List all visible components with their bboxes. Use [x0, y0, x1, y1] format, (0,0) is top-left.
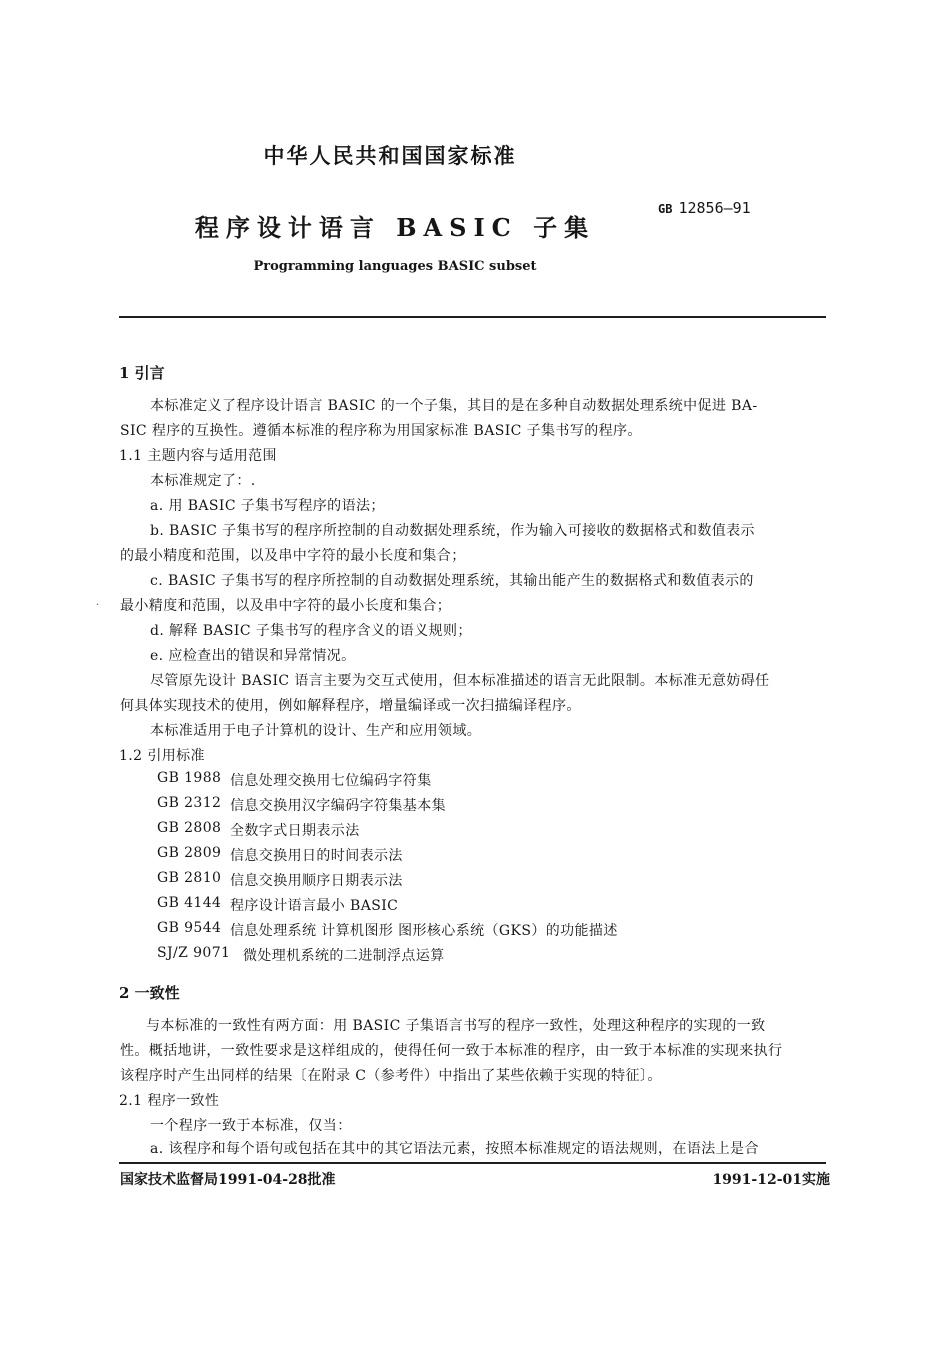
- subsection-2-1-heading: 2.1 程序一致性: [119, 1093, 220, 1109]
- implementation-date: 1991-12-01实施: [712, 1172, 830, 1188]
- header-divider: [119, 316, 826, 318]
- sec1-para1-line1: 本标准定义了程序设计语言 BASIC 的一个子集，其目的是在多种自动数据处理系统中促进 BA-: [150, 398, 758, 414]
- scan-speck: ·: [96, 600, 100, 611]
- ref-title: 信息交换用顺序日期表示法: [230, 873, 403, 889]
- list-item-c-line2: 最小精度和范围，以及串中字符的最小长度和集合；: [120, 598, 452, 614]
- sec1-para1-line2: SIC 程序的互换性。遵循本标准的程序称为用国家标准 BASIC 子集书写的程序。: [120, 423, 642, 439]
- ref-code: GB 9544: [157, 920, 222, 936]
- section-1-heading: 1 引言: [119, 364, 165, 382]
- subsection-1-1-heading: 1.1 主题内容与适用范围: [119, 448, 277, 464]
- ref-title: 信息处理交换用七位编码字符集: [230, 773, 432, 789]
- list-item-e: e. 应检查出的错误和异常情况。: [150, 648, 356, 664]
- ref-title: 全数字式日期表示法: [230, 823, 360, 839]
- sec2-para1-line2: 性。概括地讲，一致性要求是这样组成的，使得任何一致于本标准的程序，由一致于本标准的实现来执行: [120, 1043, 783, 1059]
- ref-code: SJ/Z 9071: [157, 945, 231, 961]
- list-item-c-line1: c. BASIC 子集书写的程序所控制的自动数据处理系统，其输出能产生的数据格式和数值表示的: [150, 573, 754, 589]
- section-2-heading: 2 一致性: [119, 984, 180, 1002]
- code-prefix: GB: [658, 202, 673, 216]
- national-standard-heading: 中华人民共和国国家标准: [263, 143, 517, 168]
- ref-title: 信息交换用日的时间表示法: [230, 848, 403, 864]
- sec1-para2-line2: 何具体实现技术的使用，例如解释程序，增量编译或一次扫描编译程序。: [120, 698, 581, 714]
- standard-code: [658, 199, 751, 217]
- ref-code: GB 4144: [157, 895, 222, 911]
- sub11-intro: 本标准规定了：.: [150, 473, 256, 489]
- english-subtitle: Programming languages BASIC subset: [253, 259, 537, 274]
- sec1-para2-line1: 尽管原先设计 BASIC 语言主要为交互式使用，但本标准描述的语言无此限制。本标准无意妨碍任: [150, 673, 770, 689]
- ref-code: GB 1988: [157, 770, 222, 786]
- ref-code: GB 2809: [157, 845, 222, 861]
- sec2-para1-line1: 与本标准的一致性有两方面：用 BASIC 子集语言书写的程序一致性，处理这种程序的实现的一致: [146, 1018, 766, 1034]
- approval-date: 国家技术监督局1991-04-28批准: [120, 1172, 336, 1188]
- document-title: 程序设计语言 BASIC 子集: [194, 213, 596, 242]
- sec2-list-item-a: a. 该程序和每个语句或包括在其中的其它语法元素，按照本标准规定的语法规则，在语法上是合: [150, 1141, 759, 1157]
- ref-code: GB 2808: [157, 820, 222, 836]
- ref-code: GB 2810: [157, 870, 222, 886]
- ref-title: 信息处理系统 计算机图形 图形核心系统（GKS）的功能描述: [230, 923, 618, 939]
- subsection-1-2-heading: 1.2 引用标准: [119, 748, 205, 764]
- ref-title: 微处理机系统的二进制浮点运算: [243, 948, 445, 964]
- list-item-d: d. 解释 BASIC 子集书写的程序含义的语义规则；: [150, 623, 472, 639]
- list-item-a: a. 用 BASIC 子集书写程序的语法；: [150, 498, 385, 514]
- ref-title: 信息交换用汉字编码字符集基本集: [230, 798, 446, 814]
- list-item-b-line2: 的最小精度和范围，以及串中字符的最小长度和集合；: [120, 548, 466, 564]
- footer-divider: [119, 1162, 826, 1164]
- sec2-para1-line3: 该程序时产生出同样的结果〔在附录 C（参考件）中指出了某些依赖于实现的特征〕。: [120, 1068, 662, 1084]
- sub21-intro: 一个程序一致于本标准，仅当：: [150, 1118, 352, 1134]
- ref-code: GB 2312: [157, 795, 222, 811]
- sec1-para3: 本标准适用于电子计算机的设计、生产和应用领域。: [150, 723, 482, 739]
- ref-title: 程序设计语言最小 BASIC: [230, 898, 399, 914]
- code-number: 12856—91: [678, 199, 751, 217]
- list-item-b-line1: b. BASIC 子集书写的程序所控制的自动数据处理系统，作为输入可接收的数据格式和数值表示: [150, 523, 755, 539]
